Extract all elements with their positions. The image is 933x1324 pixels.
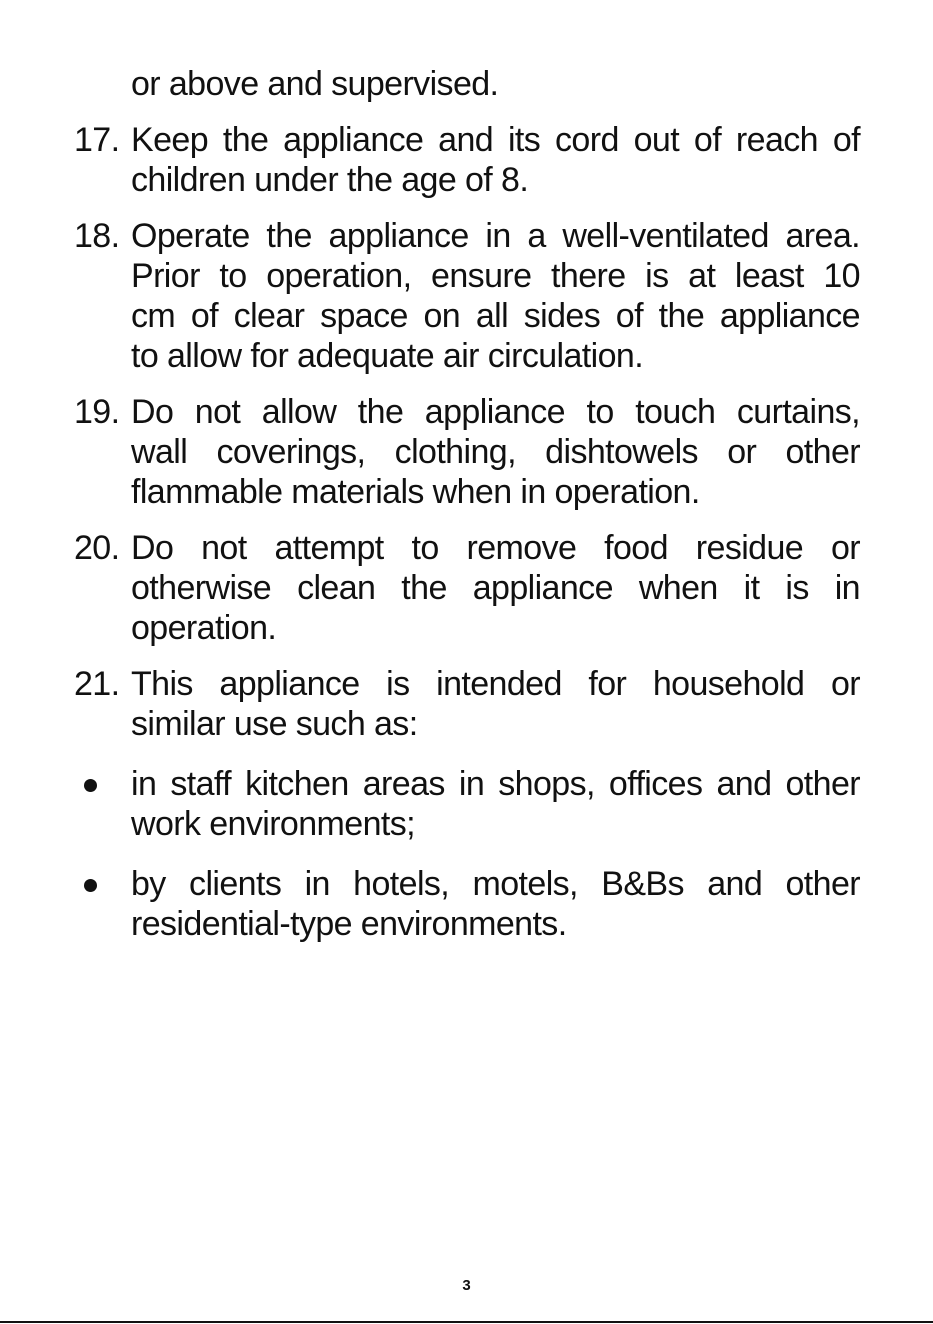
instruction-number: 17. — [74, 121, 120, 159]
bullet-icon — [74, 864, 131, 904]
instruction-number: 18. — [74, 217, 120, 255]
instruction-line: Prior to operation, ensure there is at least 10 — [131, 257, 860, 295]
safety-instructions-list — [74, 64, 860, 944]
instruction-number: 21. — [74, 665, 120, 703]
intro-line: or above and supervised. — [131, 65, 499, 103]
instruction-text — [131, 528, 860, 648]
instruction-17 — [74, 120, 860, 200]
instruction-row — [74, 528, 860, 648]
intro-continuation — [74, 64, 860, 104]
instruction-row — [74, 120, 860, 200]
instruction-21 — [74, 664, 860, 744]
instruction-line: operation. — [131, 609, 277, 647]
bullet-item-staff-kitchens — [74, 764, 860, 844]
bullet-line: work environments; — [131, 805, 415, 843]
bullet-line: in staff kitchen areas in shops, offices and other — [131, 765, 860, 803]
bullet-line: by clients in hotels, motels, B&Bs and other — [131, 865, 860, 903]
instruction-line: Operate the appliance in a well-ventilated area. — [131, 217, 860, 255]
instruction-line: Do not attempt to remove food residue or — [131, 529, 860, 567]
instruction-line: wall coverings, clothing, dishtowels or other — [131, 433, 860, 471]
bullet-dot-icon — [84, 779, 97, 792]
instruction-number: 19. — [74, 393, 120, 431]
instruction-line: flammable materials when in operation. — [131, 473, 700, 511]
instruction-line: cm of clear space on all sides of the appliance — [131, 297, 860, 335]
bullet-line: residential-type environments. — [131, 905, 567, 943]
instruction-line: Keep the appliance and its cord out of reach of — [131, 121, 860, 159]
instruction-line: children under the age of 8. — [131, 161, 529, 199]
instruction-text — [131, 392, 860, 512]
bottom-divider — [0, 1321, 933, 1323]
instruction-line: to allow for adequate air circulation. — [131, 337, 644, 375]
instruction-18 — [74, 216, 860, 376]
instruction-text — [131, 664, 860, 744]
bullet-dot-icon — [84, 879, 97, 892]
instruction-line: Do not allow the appliance to touch curtains, — [131, 393, 860, 431]
instruction-line: otherwise clean the appliance when it is in — [131, 569, 860, 607]
instruction-line: similar use such as: — [131, 705, 418, 743]
instruction-text — [131, 216, 860, 376]
instruction-row — [74, 664, 860, 744]
instruction-line: This appliance is intended for household or — [131, 665, 860, 703]
instruction-19 — [74, 392, 860, 512]
page-number: 3 — [462, 1277, 471, 1294]
bullet-text — [131, 764, 860, 844]
instruction-row — [74, 392, 860, 512]
instruction-number: 20. — [74, 529, 120, 567]
bullet-icon — [74, 764, 131, 804]
bullet-text — [131, 864, 860, 944]
instruction-text — [131, 120, 860, 200]
instruction-row — [74, 216, 860, 376]
bullet-item-hotels — [74, 864, 860, 944]
instruction-20 — [74, 528, 860, 648]
